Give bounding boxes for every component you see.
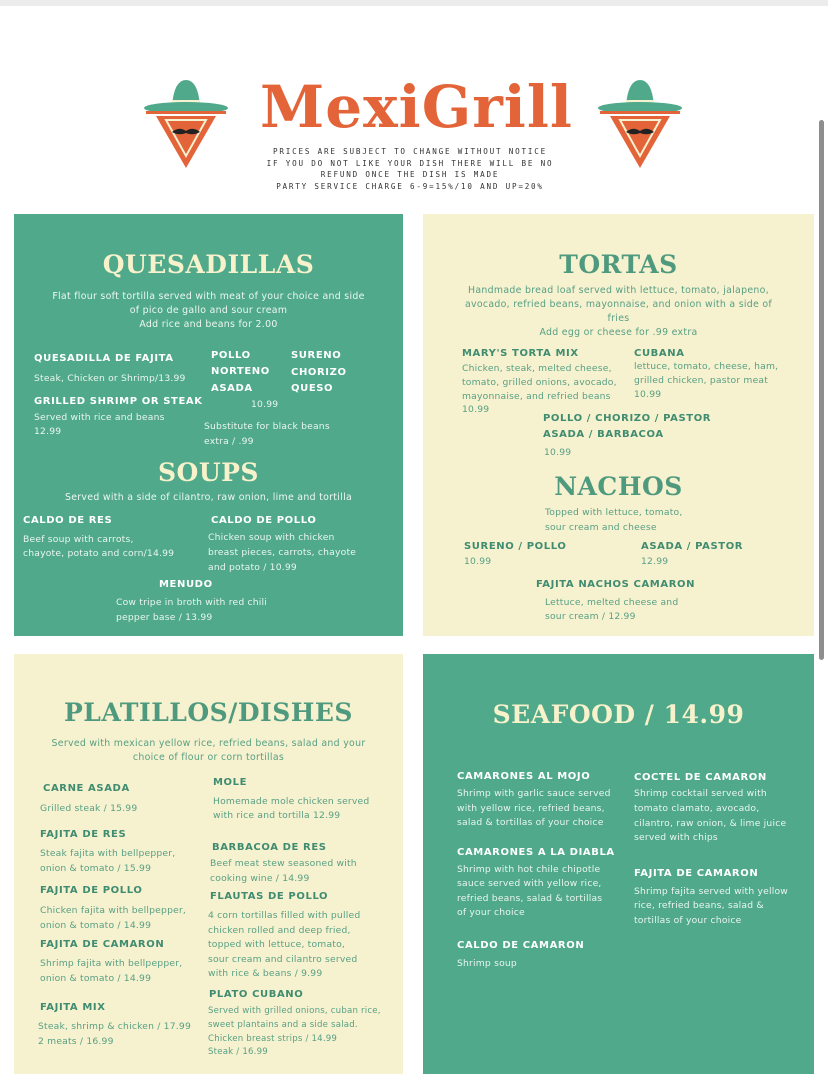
- menu-item-desc: pepper base / 13.99: [116, 612, 213, 623]
- menu-item-desc: and potato / 10.99: [208, 562, 297, 573]
- section-subtitle: Served with a side of cilantro, raw onion, lime and tortilla: [64, 492, 353, 503]
- section-subtitle: Add egg or cheese for .99 extra: [539, 327, 698, 338]
- menu-item-desc: chayote, potato and corn/14.99: [23, 548, 175, 559]
- menu-item-desc: cooking wine / 14.99: [210, 873, 310, 884]
- menu-item-desc: onion & tomato / 15.99: [40, 863, 152, 874]
- menu-item-desc: salad & tortillas of your choice: [457, 817, 604, 828]
- menu-item-name: CUBANA: [634, 348, 685, 359]
- menu-item-desc: with rice & beans / 9.99: [208, 968, 323, 979]
- meat-option: SURENO: [291, 350, 342, 361]
- menu-item-desc: tortillas of your choice: [634, 915, 742, 926]
- menu-item-name: PLATO CUBANO: [209, 989, 304, 1000]
- meat-option: QUESO: [291, 383, 334, 394]
- menu-item-name: ASADA / BARBACOA: [543, 429, 664, 440]
- menu-item-name: COCTEL DE CAMARON: [634, 772, 767, 783]
- menu-item-desc: Shrimp with garlic sauce served: [457, 788, 611, 799]
- menu-item-desc: onion & tomato / 14.99: [40, 920, 152, 931]
- top-edge: [0, 0, 828, 6]
- menu-item-price: 10.99: [544, 447, 572, 458]
- section-subtitle: avocado, refried beans, mayonnaise, and onion with a side of: [464, 299, 773, 310]
- notice-line: REFUND ONCE THE DISH IS MADE: [320, 170, 500, 179]
- section-title-soups: SOUPS: [158, 458, 259, 487]
- menu-item-desc: of your choice: [457, 907, 525, 918]
- menu-item-desc: Chicken fajita with bellpepper,: [40, 905, 187, 916]
- menu-item-desc: Chicken, steak, melted cheese,: [462, 363, 612, 374]
- menu-item-desc: tomato, grilled onions, avocado,: [462, 377, 617, 388]
- menu-item-desc: Served with rice and beans: [34, 412, 165, 423]
- section-title-seafood: SEAFOOD / 14.99: [492, 700, 745, 729]
- menu-item-desc: onion & tomato / 14.99: [40, 973, 152, 984]
- section-subtitle: sour cream and cheese: [545, 522, 657, 533]
- menu-item-desc: Lettuce, melted cheese and: [545, 597, 679, 608]
- menu-item-desc: Shrimp cocktail served with: [634, 788, 767, 799]
- menu-item-name: FAJITA DE CAMARON: [40, 939, 165, 950]
- menu-item-name: FAJITA DE CAMARON: [634, 868, 759, 879]
- menu-item-desc: Shrimp soup: [457, 958, 517, 969]
- menu-item-desc: 2 meats / 16.99: [38, 1036, 114, 1047]
- tortas-nachos-panel: [423, 214, 814, 636]
- menu-item-desc: lettuce, tomato, cheese, ham,: [634, 361, 779, 372]
- menu-item-desc: Shrimp with hot chile chipotle: [457, 864, 601, 875]
- menu-item-desc: grilled chicken, pastor meat: [634, 375, 769, 386]
- platillos-panel: [14, 654, 403, 1074]
- menu-item-desc: 4 corn tortillas filled with pulled: [208, 910, 361, 921]
- menu-item-name: FAJITA NACHOS CAMARON: [536, 579, 696, 590]
- menu-item-desc: topped with lettuce, tomato,: [208, 939, 346, 950]
- menu-item-desc: tomato clamato, avocado,: [634, 803, 760, 814]
- menu-item-price: 10.99: [462, 404, 490, 415]
- menu-item-name: CALDO DE RES: [23, 515, 113, 526]
- menu-item-desc: Substitute for black beans: [204, 421, 330, 432]
- menu-item-name: CAMARONES A LA DIABLA: [457, 847, 615, 858]
- menu-item-desc: Cow tripe in broth with red chili: [116, 597, 268, 608]
- menu-item-desc: breast pieces, carrots, chayote: [208, 547, 357, 558]
- scrollbar[interactable]: [819, 120, 824, 660]
- menu-item-desc: with yellow rice, refried beans,: [457, 803, 605, 814]
- brand-logo-text: MexiGrill: [260, 73, 573, 141]
- section-subtitle: Add rice and beans for 2.00: [139, 319, 278, 330]
- menu-item-desc: chicken rolled and deep fried,: [208, 925, 351, 936]
- menu-item-desc: Homemade mole chicken served: [213, 796, 370, 807]
- menu-item-desc: sweet plantains and a side salad.: [208, 1020, 358, 1030]
- menu-item-name: MENUDO: [159, 579, 213, 590]
- menu-item-price: 12.99: [641, 556, 669, 567]
- menu-item-desc: refried beans, salad & tortillas: [457, 893, 603, 904]
- seafood-panel: [423, 654, 814, 1074]
- menu-item-desc: Steak, Chicken or Shrimp/13.99: [34, 373, 186, 384]
- menu-item-name: FAJITA MIX: [40, 1002, 106, 1013]
- section-subtitle: Topped with lettuce, tomato,: [545, 507, 683, 518]
- menu-item-name: CAMARONES AL MOJO: [457, 771, 591, 782]
- menu-item-name: ASADA / PASTOR: [641, 541, 744, 552]
- notice-line: PARTY SERVICE CHARGE 6-9=15%/10 AND UP=20%: [276, 181, 544, 191]
- menu-item-desc: 12.99: [34, 426, 62, 437]
- menu-item-name: FAJITA DE RES: [40, 829, 127, 840]
- menu-item-desc: with rice and tortilla 12.99: [213, 810, 341, 821]
- menu-item-desc: Grilled steak / 15.99: [40, 803, 138, 814]
- menu-item-name: FLAUTAS DE POLLO: [210, 891, 329, 902]
- section-title-tortas: TORTAS: [559, 250, 678, 279]
- menu-item-name: CALDO DE CAMARON: [457, 940, 585, 951]
- menu-item-desc: Shrimp fajita with bellpepper,: [40, 958, 183, 969]
- menu-item-desc: Served with grilled onions, cuban rice,: [208, 1006, 381, 1016]
- meat-option: POLLO: [211, 350, 251, 361]
- section-subtitle: Flat flour soft tortilla served with meat of your choice and side: [52, 291, 365, 302]
- section-subtitle: fries: [607, 313, 630, 324]
- notice-line: PRICES ARE SUBJECT TO CHANGE WITHOUT NOTICE: [273, 147, 547, 156]
- meat-option: CHORIZO: [291, 367, 347, 378]
- menu-item-desc: Steak fajita with bellpepper,: [40, 848, 176, 859]
- price-notice: [230, 146, 590, 192]
- menu-item-desc: served with chips: [634, 832, 718, 843]
- section-subtitle: Handmade bread loaf served with lettuce, tomato, jalapeno,: [468, 285, 769, 296]
- section-subtitle: of pico de gallo and sour cream: [129, 305, 288, 316]
- menu-item-desc: Shrimp fajita served with yellow: [634, 886, 789, 897]
- menu-item-desc: Chicken breast strips / 14.99: [208, 1034, 338, 1044]
- menu-item-desc: extra / .99: [204, 436, 254, 447]
- menu-item-price: 10.99: [634, 389, 662, 400]
- menu-item-price: 10.99: [464, 556, 492, 567]
- menu-item-desc: sour cream and cilantro served: [208, 954, 358, 965]
- menu-item-name: GRILLED SHRIMP OR STEAK: [34, 396, 203, 407]
- notice-line: IF YOU DO NOT LIKE YOUR DISH THERE WILL BE NO: [266, 158, 554, 168]
- menu-item-name: MOLE: [213, 777, 248, 788]
- menu-item-desc: mayonnaise, and refried beans: [462, 391, 611, 402]
- section-subtitle: choice of flour or corn tortillas: [132, 752, 285, 763]
- menu-item-name: MARY'S TORTA MIX: [462, 348, 579, 359]
- menu-item-desc: sour cream / 12.99: [545, 611, 636, 622]
- menu-item-name: QUESADILLA DE FAJITA: [34, 353, 174, 364]
- section-title-platillos: PLATILLOS/DISHES: [64, 698, 353, 727]
- menu-item-desc: Steak, shrimp & chicken / 17.99: [38, 1021, 191, 1032]
- menu-item-desc: Steak / 16.99: [208, 1047, 268, 1057]
- menu-item-price: 10.99: [251, 399, 279, 410]
- menu-item-desc: sauce served with yellow rice,: [457, 878, 602, 889]
- menu-item-desc: cilantro, raw onion, & lime juice: [634, 818, 787, 829]
- section-subtitle: Served with mexican yellow rice, refried beans, salad and your: [51, 738, 366, 749]
- menu-item-name: CALDO DE POLLO: [211, 515, 317, 526]
- sombrero-mustache-icon: [596, 76, 684, 172]
- sombrero-mustache-icon: [142, 76, 230, 172]
- menu-item-name: CARNE ASADA: [43, 783, 130, 794]
- menu-item-desc: Beef meat stew seasoned with: [210, 858, 357, 869]
- meat-option: NORTENO: [211, 366, 270, 377]
- menu-item-name: FAJITA DE POLLO: [40, 885, 143, 896]
- menu-item-desc: Beef soup with carrots,: [23, 534, 134, 545]
- menu-item-desc: rice, refried beans, salad &: [634, 900, 764, 911]
- section-title-quesadillas: QUESADILLAS: [102, 250, 315, 279]
- quesadillas-soups-panel: [14, 214, 403, 636]
- menu-item-name: POLLO / CHORIZO / PASTOR: [543, 413, 712, 424]
- menu-item-name: SURENO / POLLO: [464, 541, 567, 552]
- meat-option: ASADA: [211, 383, 253, 394]
- menu-item-name: BARBACOA DE RES: [212, 842, 327, 853]
- menu-item-desc: Chicken soup with chicken: [208, 532, 335, 543]
- section-title-nachos: NACHOS: [554, 472, 683, 501]
